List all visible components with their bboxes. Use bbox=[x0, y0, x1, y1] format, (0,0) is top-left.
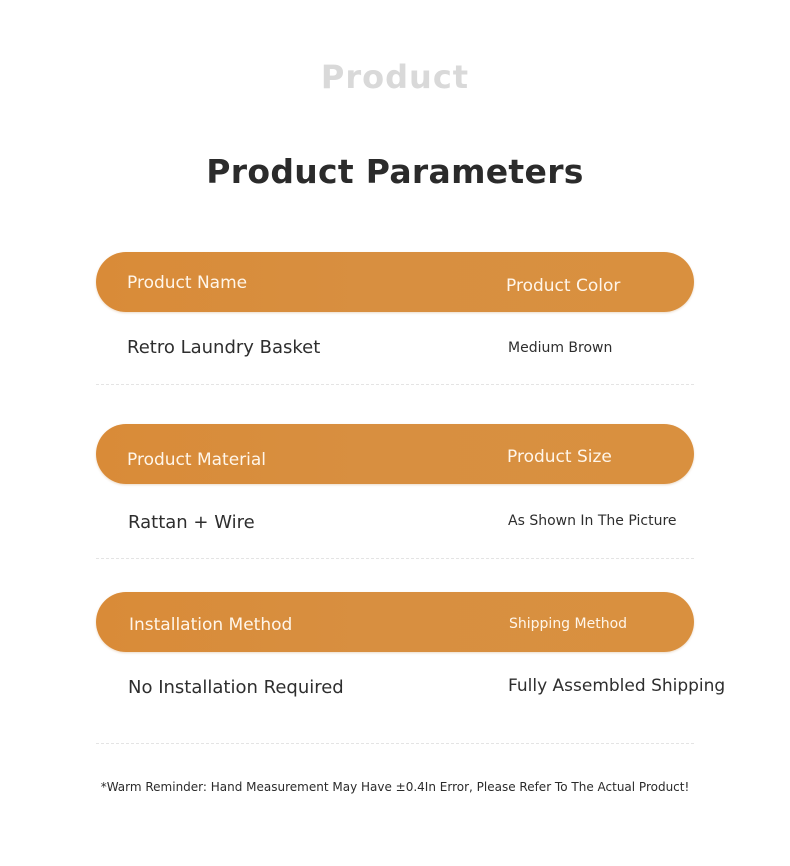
product-name-label: Product Name bbox=[127, 273, 248, 293]
row-divider bbox=[96, 743, 694, 744]
row-divider bbox=[96, 384, 694, 385]
row-divider bbox=[96, 558, 694, 559]
shipping-method-value: Fully Assembled Shipping bbox=[508, 676, 726, 696]
product-watermark: Product bbox=[320, 58, 470, 96]
param-row-2 bbox=[96, 424, 694, 533]
param-header-bar bbox=[96, 424, 694, 484]
shipping-method-label: Shipping Method bbox=[509, 616, 628, 632]
product-size-label: Product Size bbox=[507, 447, 612, 467]
product-color-label: Product Color bbox=[506, 276, 621, 296]
product-name-value: Retro Laundry Basket bbox=[127, 337, 321, 358]
product-color-value: Medium Brown bbox=[508, 340, 613, 356]
installation-method-value: No Installation Required bbox=[128, 677, 344, 698]
param-header-bar bbox=[96, 252, 694, 312]
warm-reminder-note: *Warm Reminder: Hand Measurement May Have ±0.4In Error, Please Refer To The Actual Product! bbox=[100, 780, 690, 794]
installation-method-label: Installation Method bbox=[129, 615, 293, 635]
param-header-bar bbox=[96, 592, 694, 652]
product-material-label: Product Material bbox=[127, 450, 267, 470]
page-title: Product Parameters bbox=[206, 152, 584, 191]
param-row-3 bbox=[96, 592, 726, 698]
product-size-value: As Shown In The Picture bbox=[508, 513, 677, 529]
product-material-value: Rattan + Wire bbox=[128, 512, 255, 533]
param-row-1 bbox=[96, 252, 694, 358]
